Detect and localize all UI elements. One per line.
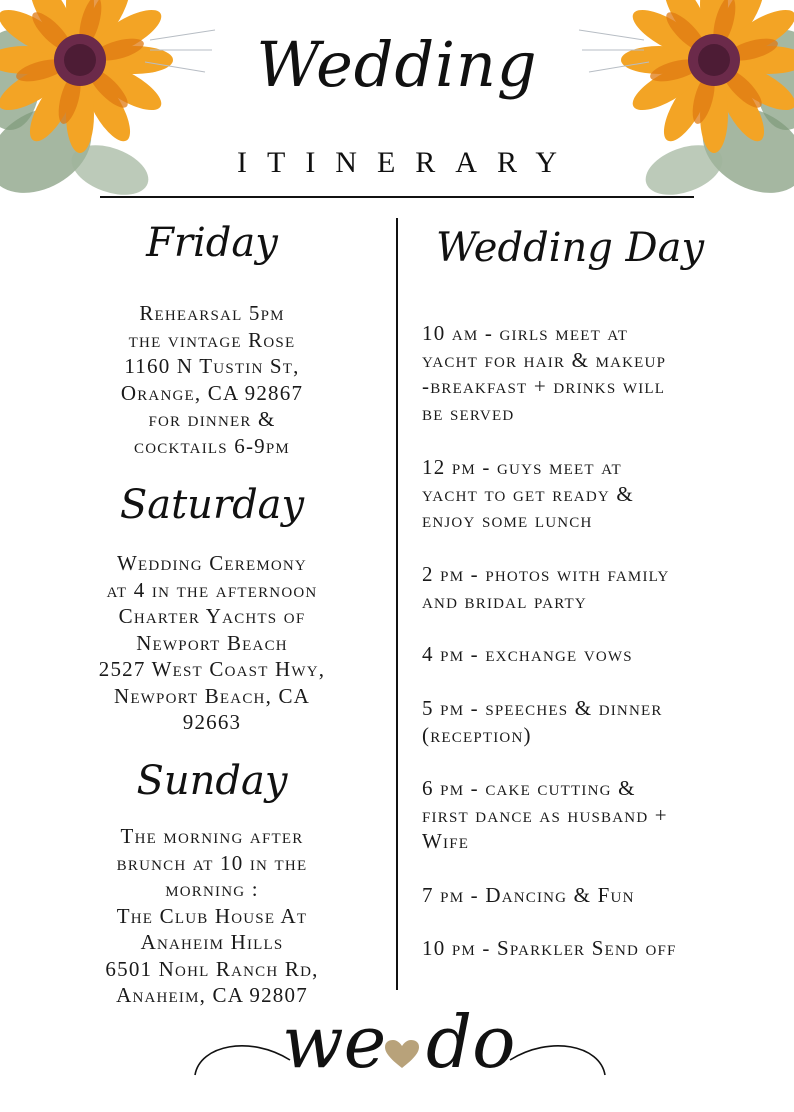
- schedule-item: 2 pm - photos with family and bridal party: [422, 562, 670, 613]
- we-word: we: [282, 1000, 387, 1084]
- schedule-item: 7 pm - Dancing & Fun: [422, 883, 635, 907]
- do-word: do: [426, 1000, 516, 1084]
- page-title: Wedding: [256, 28, 538, 101]
- schedule-item: 6 pm - cake cutting & first dance as husband + Wife: [422, 776, 668, 853]
- sunday-heading: Sunday: [136, 758, 288, 804]
- heart-icon: [385, 1040, 419, 1070]
- column-divider: [396, 218, 398, 990]
- wedding-day-heading: Wedding Day: [435, 225, 705, 271]
- schedule-item: 10 pm - Sparkler Send off: [422, 936, 677, 960]
- saturday-heading: Saturday: [119, 482, 305, 528]
- sunday-details: The morning after brunch at 10 in the morning : The Club House At Anaheim Hills 6501 Nohl Ranch Rd, Anaheim, CA 92807: [105, 824, 319, 1007]
- header-divider: [100, 196, 694, 198]
- schedule-item: 4 pm - exchange vows: [422, 642, 633, 666]
- schedule-item: 5 pm - speeches & dinner (reception): [422, 696, 663, 747]
- saturday-details: Wedding Ceremony at 4 in the afternoon Charter Yachts of Newport Beach 2527 West Coast Hwy, Newport Beach, CA 92663: [98, 551, 326, 734]
- schedule-item: 12 pm - guys meet at yacht to get ready & enjoy some lunch: [422, 455, 634, 532]
- friday-heading: Friday: [146, 220, 278, 266]
- we-do-signature: [190, 990, 610, 1100]
- schedule-item: 10 am - girls meet at yacht for hair & makeup -breakfast + drinks will be served: [422, 321, 667, 425]
- friday-details: Rehearsal 5pm the vintage Rose 1160 N Tustin St, Orange, CA 92867 for dinner & cocktails 6-9pm: [120, 301, 304, 458]
- page-subtitle: ITINERARY: [237, 146, 577, 179]
